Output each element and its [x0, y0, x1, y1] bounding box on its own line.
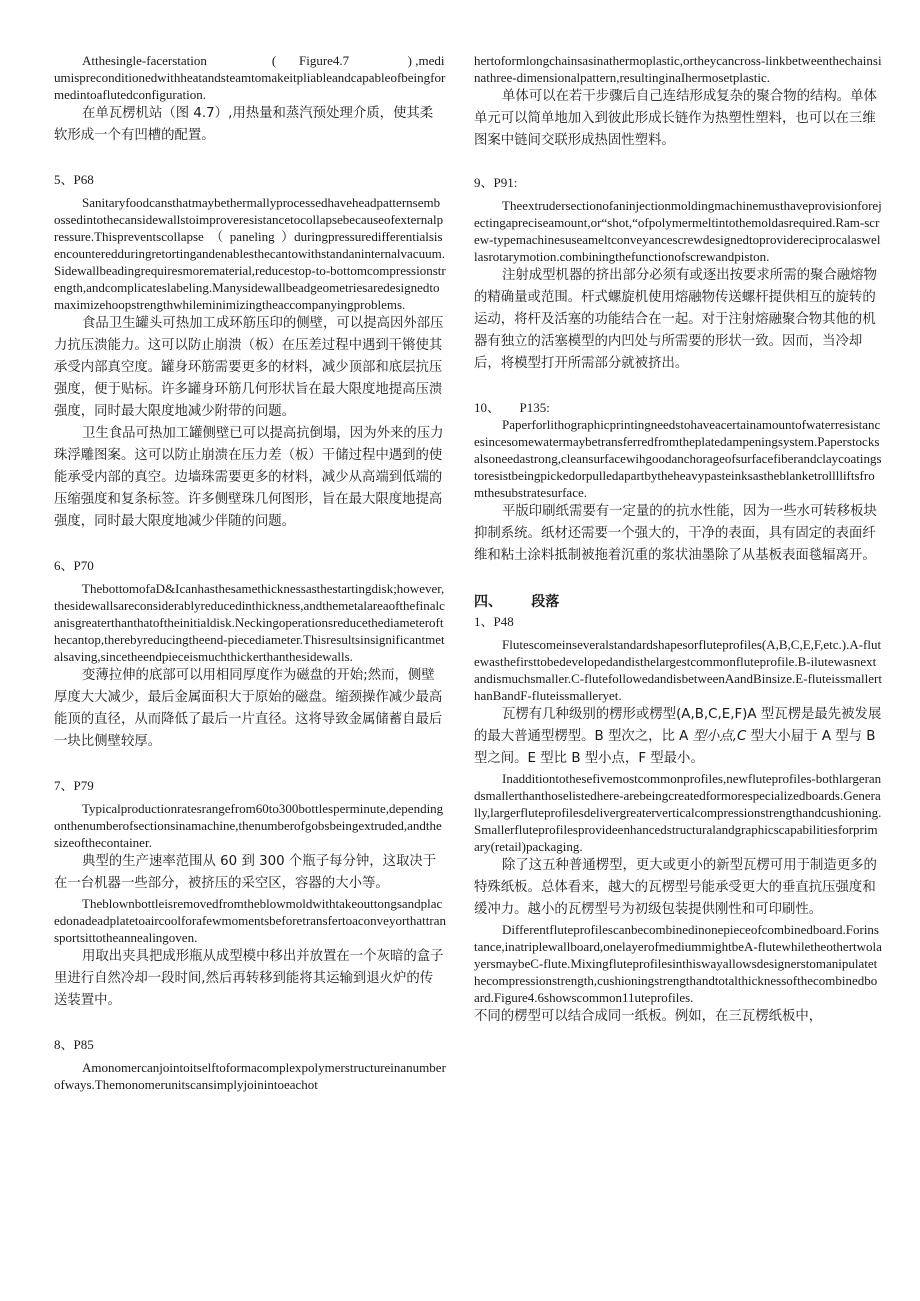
paragraph-en: Theextrudersectionofaninjectionmoldingmachinemusthaveprovisionforejectingapreciseamount,or“shot,“ofpolymermeltintothemoldasrequired.Ram-screw-typemachinesuseameltconveyancescrewdesignedtoprovidereciprocalaswellasrotarymotion.combiningthefunctionofscrewandpiston.: [474, 198, 882, 264]
text-run: 型大小屇于 A 型与 B 型之间。E 型比 B 型小点，F 型最小。: [474, 729, 876, 766]
paragraph-zh: 典型的生产速率范围从 60 到 300 个瓶子每分钟，这取决于在一台机器一些部分，被挤压的采空区，容器的大小等。: [54, 854, 437, 891]
paragraph-zh: 单体可以在若干步骤后自己连结形成复杂的聚合物的结构。单体单元可以简单地加入到彼此形成长链作为热塑性塑料，也可以在三维图案中链间交联形成热固性塑料。: [474, 89, 877, 148]
paragraph-zh: 卫生食品可热加工罐侧壁已可以提高抗倒塌，因为外来的压力珠浮雕图案。这可以防止崩溃在压力差（板）干储过程中遇到的使能承受内部的真空。边墙珠需要更多的材料，减少从高端到低端的压缩强度和复条标签。许多侧壁珠几何图形，旨在最大限度地提高强度，同时最大限度地减少伴随的问题。: [54, 426, 444, 529]
paragraph-en: Sanitaryfoodcansthatmaybethermallyprocessedhaveheadpatternsembossedintothecansidewallstoimproveresistancetocollapsebecauseofexternalpressure.Thispreventscollapse （ paneling ）duringpressuredifferentialsisencounteredduringretortingandenablesthecantowithstandaninternalvacuum.Sidewallbeadingrequiresmorematerial,reducestop-to-bottomcompressionstrength,andcomplicateslabeling.Manysidewallbeadgeometriesaredesignedtomaximizehoopstrengthwhileminimizingtheaccompanyingproblems.: [54, 195, 446, 312]
paragraph-zh: 变薄拉伸的底部可以用相同厚度作为磁盘的开始;然而，侧壁厚度大大减少，最后金属面积大于原始的磁盘。缩颈操作减少最高能顶的直径，从而降低了最后一片直径。这将导致金属储蓄自最后一块比侧壁较厚。: [54, 668, 443, 749]
paragraph-zh: 用取出夹具把成形瓶从成型模中移出并放置在一个灰暗的盒子里进行自然冷却一段时间,然后再转移到能将其运输到退火炉的传送装置中。: [54, 949, 444, 1008]
paragraph-zh: 除了这五种普通楞型，更大或更小的新型瓦楞可用于制造更多的特殊纸板。总体看来，越大的瓦楞型号能承受更大的垂直抗压强度和缓冲力。越小的瓦楞型号为初级包装提供刚性和可印刷性。: [474, 858, 877, 917]
paragraph-en: Flutescomeinseveralstandardshapesorfluteprofiles(A,B,C,E,F,etc.).A-flutewasthefirsttobedevelopedandisthelargestcommonfluteprofile.B-ilutewasnextandismuchsmaller.C-flutefollowedandisbetweenAandBinsize.E-fluteissmallerthanBandF-fluteissmalleryet.: [474, 637, 882, 703]
right-column: [474, 52, 882, 1028]
paragraph-zh: 注射成型机器的挤出部分必须有或逐出按要求所需的聚合融熔物的精确量或范围。杆式螺旋机使用熔融物传送螺杆提供相互的旋转的运动，将杆及活塞的功能结合在一起。对于注射熔融聚合物其他的机器有独立的活塞模型的内凹处与所需要的形状一致。因而，当冷却后，将模型打开所需部分就被挤出。: [474, 268, 877, 371]
paragraph-en: Paperforlithographicprintingneedstohaveacertainamountofwaterresistancesincesomewatermaybetransferredfromtheplatedampeningsystem.Paperstocksalsoneedastrong,cleansurfacewihgoodanchorageofsurfacefiberandclaycoatingstoresistbeingpickedorpulledapartbytheheavypasteinksastheblanketrolllliftsfromthesubstratesurface.: [474, 417, 882, 500]
left-column: [54, 52, 446, 1093]
paragraph-en: Amonomercanjointoitselftoformacomplexpolymerstructureinanumberofways.Themonomerunitscansimplyjoinintoeachot: [54, 1060, 446, 1092]
subsection-heading-1: 1、P48: [474, 614, 514, 629]
section-heading-paragraphs: 四、 段落: [474, 594, 560, 610]
text-run-italic: 型小点,C: [692, 729, 747, 744]
section-heading-8: 8、P85: [54, 1037, 94, 1052]
paragraph-zh: [474, 704, 882, 770]
section-heading-5: 5、P68: [54, 172, 94, 187]
paragraph-en: Atthesingle-facerstation ( Figure4.7 ) ,mediumispreconditionedwithheatandsteamtomakeitpliableandcapableofbeingformedintoaflutedconfiguration.: [54, 53, 446, 102]
paragraph-zh: 在单瓦楞机站（图 4.7）,用热量和蒸汽预处理介质，使其柔软形成一个有凹槽的配置。: [54, 106, 434, 143]
paragraph-en: Typicalproductionratesrangefrom60to300bottlesperminute,dependingonthenumberofsectionsinamachine,thenumberofgobsbeingextruded,andthesizeofthecontainer.: [54, 801, 444, 850]
section-heading-10: 10、 P135:: [474, 400, 550, 415]
text-run: 瓦楞有几种级别的楞形或楞型(A,B,C,E,F)A 型瓦楞是最先被发展的最大普通型楞型。B 型次之，比 A: [474, 707, 882, 744]
paragraph-en: ThebottomofaD&Icanhasthesamethicknessasthestartingdisk;however,thesidewallsareconsiderablyreducedinthickness,andthemetalareaofthefinalcanisgreaterthanthatoftheinitialdisk.Neckingoperationsreducethediameterofthecantop,therebyreducingtheend-piecediameter.Thisresultsinsignificantmetalsaving,sincetheendpieceismuchthickerthanthesidewalls.: [54, 581, 445, 664]
paragraph-en: hertoformlongchainsasinathermoplastic,ortheycancross-linkbetweenthechainsinathree-dimensionalpattern,resultinginaIhermosetplastic.: [474, 53, 882, 85]
paragraph-zh: 食品卫生罐头可热加工成环筋压印的侧壁，可以提高因外部压力抗压溃能力。这可以防止崩溃（板）在压差过程中遇到干锵使其承受内部真空度。罐身环筋需要更多的材料，减少顶部和底层抗压强度，便于贴标。许多罐身环筋几何形状旨在最大限度地提高压溃强度，同时最大限度地减少附带的问题。: [54, 316, 444, 419]
paragraph-en: Inadditiontothesefivemostcommonprofiles,newfluteprofiles-bothlargerandsmallerthanthoselistedhere-arebeingcreatedformorespecializedboards.Generally,largerfluteprofilesdelivergreaterverticalcompressionstrengthandcushioning.Smallerfluteprofilesprovideenhancedstructuralandgraphicscapabilitiesforprimary(retail)packaging.: [474, 771, 882, 854]
paragraph-zh: 平版印刷纸需要有一定量的的抗水性能，因为一些水可转移板块抑制系统。纸材还需要一个强大的，干净的表面，具有固定的表面纤维和粘土涂料抵制被拖着沉重的浆状油墨除了从基板表面毯辐离开。: [474, 504, 877, 563]
paragraph-zh: 不同的楞型可以结合成同一纸板。例如，在三瓦楞纸板中，: [474, 1009, 823, 1024]
section-heading-7: 7、P79: [54, 778, 94, 793]
paragraph-en: Differentfluteprofilescanbecombinedinonepieceofcombinedboard.Forinstance,inatriplewallboard,onelayerofmediummightbeA-flutewhiletheothertwolayersmaybeC-flute.Mixingfluteprofilesinthiswayallowsdesignerstomanipulatethecompressionstrength,cushioningstrengthandtotalthicknessofthecombinedboard.Figure4.6showscommon11uteprofiles.: [474, 922, 882, 1005]
paragraph-en: Theblownbottleisremovedfromtheblowmoldwithtakeouttongsandplacedonadeadplatetoaircoolforafewmomentsbeforetransfertoaconveyorthattransportsittotheannealingoven.: [54, 896, 446, 945]
section-heading-6: 6、P70: [54, 558, 94, 573]
section-heading-9: 9、P91:: [474, 175, 518, 190]
